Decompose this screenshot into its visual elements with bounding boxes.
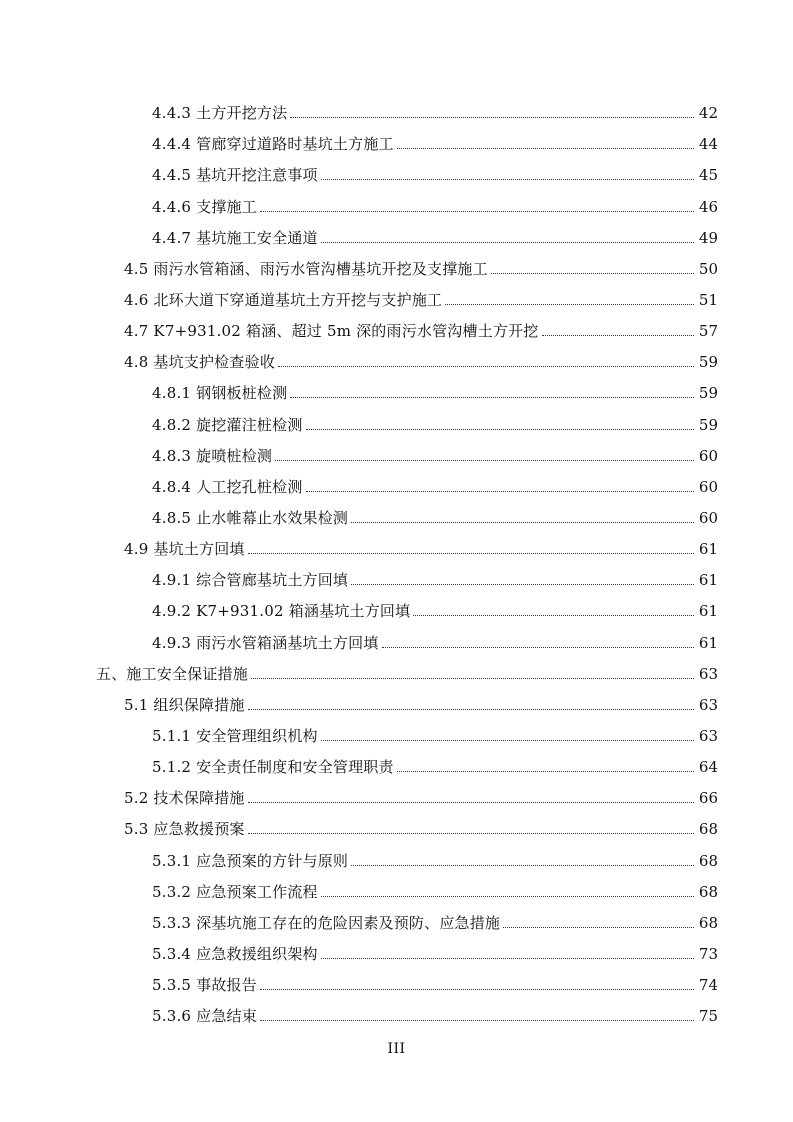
toc-entry[interactable] [0, 126, 793, 157]
page-number: III [387, 1041, 406, 1057]
toc-entry[interactable] [0, 500, 793, 531]
toc-entry-page: 59 [698, 384, 718, 403]
toc-entry-label: 5.3.6 应急结束 [152, 1007, 257, 1026]
toc-entry-label: 4.8.3 旋喷桩检测 [152, 446, 273, 465]
toc-leader-dots [542, 335, 695, 336]
toc-entry[interactable] [0, 251, 793, 282]
toc-leader-dots [321, 896, 694, 897]
toc-leader-dots [397, 148, 694, 149]
toc-entry[interactable] [0, 282, 793, 313]
toc-entry[interactable] [0, 780, 793, 811]
toc-entry-label: 5.2 技术保障措施 [124, 789, 245, 808]
toc-entry[interactable] [0, 188, 793, 219]
toc-leader-dots [306, 491, 694, 492]
toc-leader-dots [260, 1020, 694, 1021]
toc-entry[interactable] [0, 749, 793, 780]
toc-entry-label: 4.8.2 旋挖灌注桩检测 [152, 415, 303, 434]
toc-entry-page: 49 [698, 228, 718, 247]
toc-entry[interactable] [0, 438, 793, 469]
toc-entry-page: 60 [698, 446, 718, 465]
toc-leader-dots [351, 584, 694, 585]
toc-entry-label: 5.1.2 安全责任制度和安全管理职责 [152, 758, 394, 777]
toc-entry-page: 64 [698, 758, 718, 777]
toc-entry-page: 45 [698, 166, 718, 185]
toc-leader-dots [321, 242, 694, 243]
toc-leader-dots [260, 211, 694, 212]
toc-entry-label: 4.9.1 综合管廊基坑土方回填 [152, 571, 349, 590]
toc-leader-dots [321, 740, 694, 741]
toc-entry-page: 57 [698, 322, 718, 341]
toc-entry-label: 五、施工安全保证措施 [96, 664, 249, 683]
toc-entry[interactable] [0, 718, 793, 749]
toc-leader-dots [248, 802, 694, 803]
toc-entry-label: 4.4.6 支撑施工 [152, 197, 257, 216]
table-of-contents [0, 95, 793, 1029]
toc-entry[interactable] [0, 469, 793, 500]
toc-entry[interactable] [0, 220, 793, 251]
toc-entry-page: 74 [698, 976, 718, 995]
toc-entry-page: 63 [698, 664, 718, 683]
toc-leader-dots [306, 429, 694, 430]
toc-entry[interactable] [0, 313, 793, 344]
toc-entry[interactable] [0, 967, 793, 998]
toc-entry-page: 63 [698, 726, 718, 745]
toc-entry[interactable] [0, 157, 793, 188]
toc-entry-page: 63 [698, 695, 718, 714]
toc-entry-label: 4.8 基坑支护检查验收 [124, 353, 276, 372]
toc-entry[interactable] [0, 406, 793, 437]
toc-entry-page: 51 [698, 290, 718, 309]
toc-entry-page: 66 [698, 789, 718, 808]
toc-entry-page: 61 [698, 602, 718, 621]
toc-entry-label: 4.4.4 管廊穿过道路时基坑土方施工 [152, 135, 394, 154]
toc-entry-label: 4.9.3 雨污水管箱涵基坑土方回填 [152, 633, 379, 652]
toc-leader-dots [413, 615, 694, 616]
toc-entry[interactable] [0, 936, 793, 967]
toc-entry-page: 61 [698, 633, 718, 652]
toc-leader-dots [260, 989, 694, 990]
toc-entry[interactable] [0, 624, 793, 655]
toc-entry-label: 5.3.4 应急救援组织架构 [152, 944, 318, 963]
toc-leader-dots [503, 927, 694, 928]
toc-entry[interactable] [0, 95, 793, 126]
toc-entry-page: 68 [698, 851, 718, 870]
toc-entry-page: 60 [698, 477, 718, 496]
toc-entry[interactable] [0, 531, 793, 562]
toc-entry-page: 68 [698, 820, 718, 839]
toc-leader-dots [290, 397, 694, 398]
toc-leader-dots [251, 678, 694, 679]
toc-entry-page: 50 [698, 259, 718, 278]
toc-leader-dots [248, 709, 694, 710]
toc-leader-dots [321, 958, 694, 959]
toc-entry-label: 4.8.4 人工挖孔桩检测 [152, 477, 303, 496]
toc-leader-dots [290, 117, 694, 118]
toc-entry-label: 4.4.5 基坑开挖注意事项 [152, 166, 318, 185]
toc-entry-label: 4.8.1 钢钢板桩检测 [152, 384, 288, 403]
toc-entry[interactable] [0, 842, 793, 873]
toc-entry[interactable] [0, 375, 793, 406]
toc-entry-page: 59 [698, 353, 718, 372]
toc-leader-dots [351, 865, 694, 866]
toc-entry-label: 5.3.2 应急预案工作流程 [152, 882, 318, 901]
toc-entry[interactable] [0, 874, 793, 905]
toc-entry-page: 60 [698, 508, 718, 527]
toc-entry-label: 5.1.1 安全管理组织机构 [152, 726, 318, 745]
toc-entry-page: 61 [698, 540, 718, 559]
toc-entry-page: 42 [698, 104, 718, 123]
toc-entry-label: 5.3.5 事故报告 [152, 976, 257, 995]
toc-leader-dots [397, 771, 694, 772]
toc-entry-page: 68 [698, 882, 718, 901]
toc-entry[interactable] [0, 656, 793, 687]
toc-entry-page: 75 [698, 1007, 718, 1026]
toc-entry-label: 4.9.2 K7+931.02 箱涵基坑土方回填 [152, 602, 411, 621]
toc-entry-label: 5.3.1 应急预案的方针与原则 [152, 851, 349, 870]
toc-entry-label: 4.5 雨污水管箱涵、雨污水管沟槽基坑开挖及支撑施工 [124, 259, 488, 278]
toc-entry-label: 4.7 K7+931.02 箱涵、超过 5m 深的雨污水管沟槽土方开挖 [124, 322, 539, 341]
toc-entry-page: 44 [698, 135, 718, 154]
toc-entry-label: 4.8.5 止水帷幕止水效果检测 [152, 508, 349, 527]
toc-entry-label: 5.3.3 深基坑施工存在的危险因素及预防、应急措施 [152, 913, 501, 932]
toc-entry[interactable] [0, 687, 793, 718]
toc-leader-dots [382, 647, 694, 648]
toc-entry[interactable] [0, 905, 793, 936]
toc-leader-dots [278, 366, 694, 367]
toc-entry-label: 5.3 应急救援预案 [124, 820, 245, 839]
toc-entry-page: 61 [698, 571, 718, 590]
toc-entry-page: 59 [698, 415, 718, 434]
toc-entry-label: 4.4.7 基坑施工安全通道 [152, 228, 318, 247]
toc-leader-dots [248, 553, 694, 554]
toc-leader-dots [321, 179, 694, 180]
toc-entry[interactable] [0, 811, 793, 842]
toc-entry-label: 4.4.3 土方开挖方法 [152, 104, 288, 123]
toc-leader-dots [351, 522, 694, 523]
toc-entry-label: 4.6 北环大道下穿通道基坑土方开挖与支护施工 [124, 290, 443, 309]
toc-entry-page: 73 [698, 944, 718, 963]
toc-entry[interactable] [0, 593, 793, 624]
toc-leader-dots [275, 460, 694, 461]
toc-entry-label: 5.1 组织保障措施 [124, 695, 245, 714]
toc-leader-dots [445, 304, 694, 305]
toc-entry[interactable] [0, 344, 793, 375]
toc-leader-dots [491, 273, 694, 274]
toc-entry-label: 4.9 基坑土方回填 [124, 540, 245, 559]
toc-entry[interactable] [0, 562, 793, 593]
toc-entry[interactable] [0, 998, 793, 1029]
toc-entry-page: 46 [698, 197, 718, 216]
toc-entry-page: 68 [698, 913, 718, 932]
toc-leader-dots [248, 833, 694, 834]
